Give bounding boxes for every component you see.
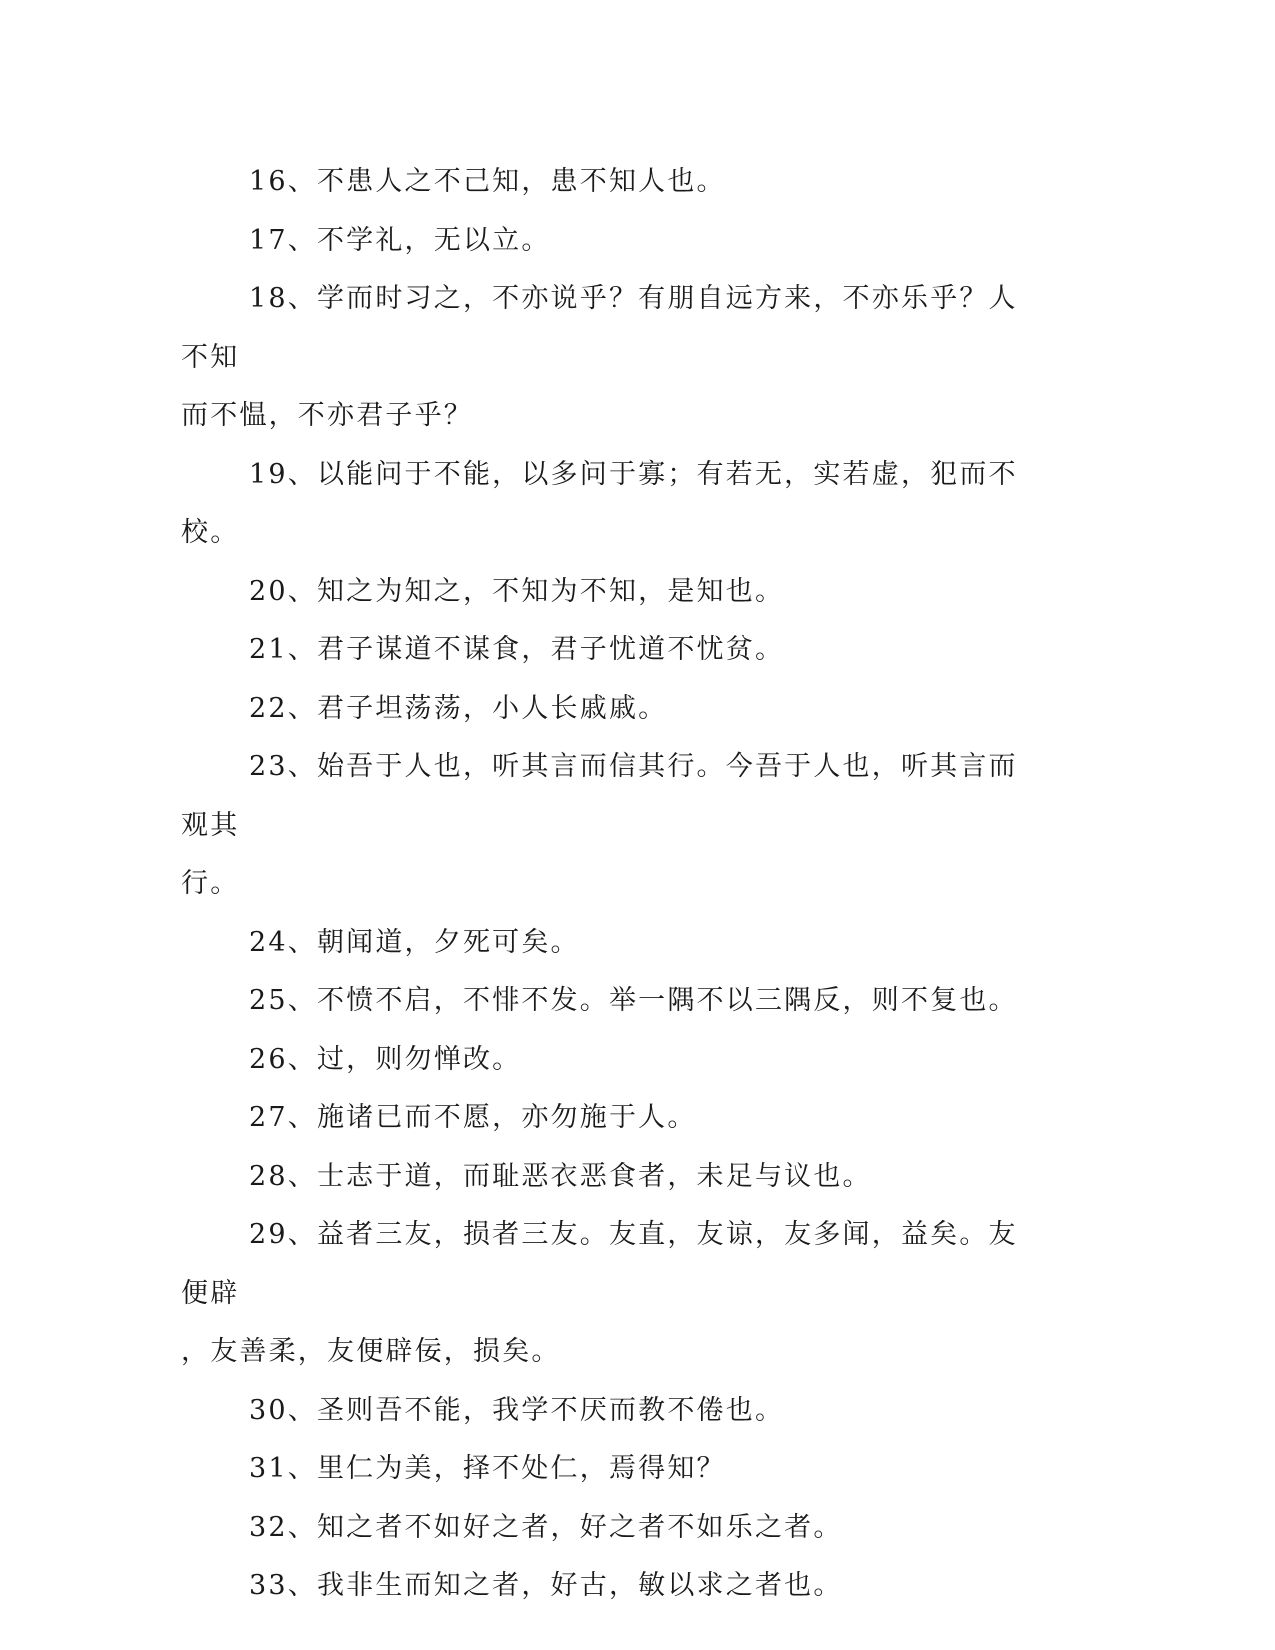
quote-19: 19、以能问于不能，以多问于寡；有若无，实若虚，犯而不校。 xyxy=(181,458,1018,548)
document-body xyxy=(181,153,1031,1616)
quote-30: 30、圣则吾不能，我学不厌而教不倦也。 xyxy=(249,1394,785,1426)
quote-26: 26、过，则勿惮改。 xyxy=(249,1043,522,1075)
quote-17: 17、不学礼，无以立。 xyxy=(249,224,551,256)
quote-29-line-1: 29、益者三友，损者三友。友直，友谅，友多闻，益矣。友便辟 xyxy=(181,1219,1018,1309)
quote-31: 31、里仁为美，择不处仁，焉得知？ xyxy=(249,1453,726,1484)
quote-20: 20、知之为知之，不知为不知，是知也。 xyxy=(249,575,785,607)
quote-23-line-2: 行。 xyxy=(181,868,240,899)
quote-29-line-2: ，友善柔，友便辟佞，损矣。 xyxy=(181,1336,561,1367)
quote-27: 27、施诸已而不愿，亦勿施于人。 xyxy=(249,1102,697,1133)
quote-32: 32、知之者不如好之者，好之者不如乐之者。 xyxy=(249,1511,843,1543)
quote-22: 22、君子坦荡荡，小人长戚戚。 xyxy=(249,692,668,724)
quote-25: 25、不愤不启，不悱不发。举一隅不以三隅反，则不复也。 xyxy=(249,985,1018,1016)
quote-18-line-2: 而不愠，不亦君子乎？ xyxy=(181,400,473,431)
quote-21: 21、君子谋道不谋食，君子忧道不忧贫。 xyxy=(249,634,785,665)
quote-16: 16、不患人之不己知，患不知人也。 xyxy=(249,166,726,197)
quote-33: 33、我非生而知之者，好古，敏以求之者也。 xyxy=(249,1570,843,1601)
quote-24: 24、朝闻道，夕死可矣。 xyxy=(249,926,580,958)
quote-28: 28、士志于道，而耻恶衣恶食者，未足与议也。 xyxy=(249,1160,872,1192)
quote-23-line-1: 23、始吾于人也，听其言而信其行。今吾于人也，听其言而观其 xyxy=(181,751,1018,841)
quote-18-line-1: 18、学而时习之，不亦说乎？有朋自远方来，不亦乐乎？人不知 xyxy=(181,283,1018,373)
